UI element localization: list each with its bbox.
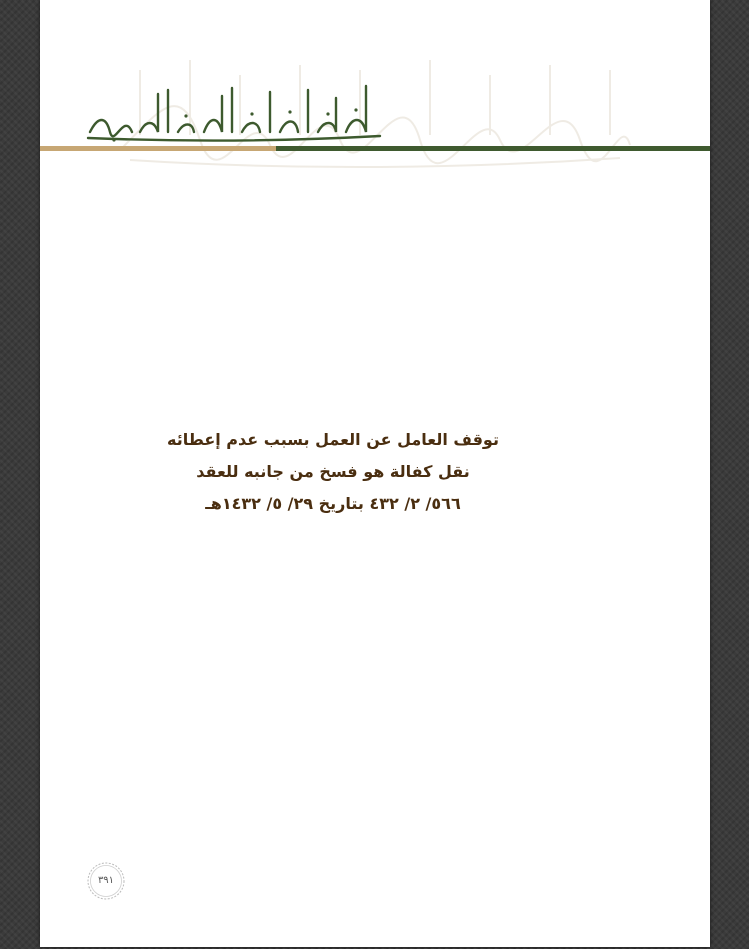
- decision-title: [160, 424, 506, 520]
- page-number: ٣٩١: [97, 875, 115, 886]
- title-line-2: نقل كفالة هو فسخ من جانبه للعقد: [196, 462, 470, 481]
- header-rule: [40, 146, 710, 151]
- page-number-badge: [86, 861, 126, 901]
- title-line-3: ٥٦٦/ ٢/ ٤٣٢ بتاريخ ٢٩/ ٥/ ١٤٣٢هـ: [205, 494, 461, 513]
- header-rule-gold: [40, 146, 276, 151]
- header-rule-green: [276, 146, 710, 151]
- logo-text: الهيئة العليا لتسوية الخلافات العمالية: [159, 108, 309, 119]
- document-page: [40, 0, 710, 947]
- title-line-1: توقف العامل عن العمل بسبب عدم إعطائه: [167, 430, 499, 449]
- authority-logo: [84, 76, 384, 144]
